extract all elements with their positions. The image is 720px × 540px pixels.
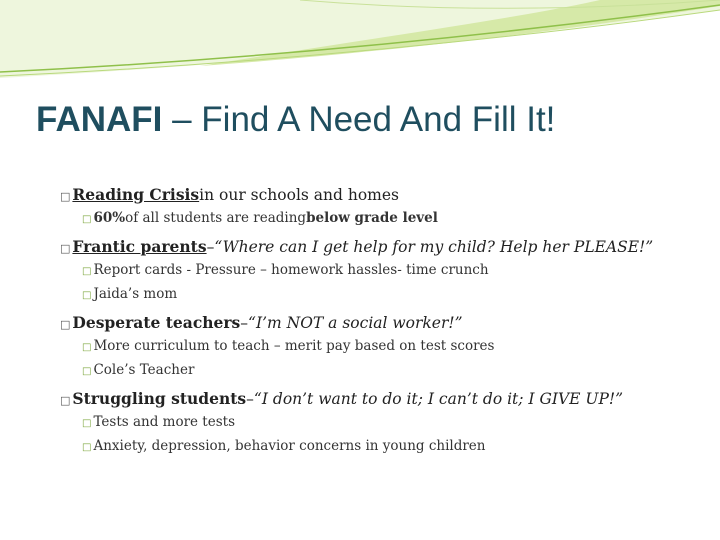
- square-bullet-icon: □: [82, 442, 92, 453]
- square-bullet-icon: □: [82, 366, 92, 377]
- point-text: –: [240, 314, 249, 332]
- subpoint: [82, 207, 700, 231]
- point-lead: Frantic parents: [72, 237, 207, 256]
- subpoint-text: Report cards - Pressure – homework hassles- time crunch: [93, 262, 489, 278]
- subpoint-text: of all students are reading: [125, 210, 307, 226]
- subpoint-bold-end: below grade level: [306, 210, 438, 226]
- square-bullet-icon: □: [82, 290, 92, 301]
- point-lead: Struggling students: [72, 389, 247, 408]
- title-acronym: FANAFI: [36, 100, 163, 139]
- square-bullet-icon: □: [60, 318, 71, 331]
- point-reading-crisis: [60, 185, 700, 207]
- subpoint-text: More curriculum to teach – merit pay based on test scores: [93, 338, 495, 354]
- point-text: in our schools and homes: [199, 186, 400, 204]
- point-desperate-teachers: [60, 313, 700, 335]
- point-struggling-students: [60, 389, 700, 411]
- header-swoosh-decoration: [0, 0, 720, 90]
- subpoint: [82, 359, 700, 383]
- point-lead: Desperate teachers: [72, 313, 241, 332]
- square-bullet-icon: □: [60, 394, 71, 407]
- slide-title: [36, 100, 555, 140]
- title-rest: – Find A Need And Fill It!: [162, 100, 556, 139]
- square-bullet-icon: □: [82, 214, 92, 225]
- subpoint-text: Anxiety, depression, behavior concerns in young children: [93, 438, 486, 454]
- square-bullet-icon: □: [82, 342, 92, 353]
- point-frantic-parents: [60, 237, 700, 259]
- point-quote: “I don’t want to do it; I can’t do it; I GIVE UP!”: [253, 390, 624, 408]
- point-lead: Reading Crisis: [72, 185, 200, 204]
- square-bullet-icon: □: [82, 266, 92, 277]
- point-quote: “I’m NOT a social worker!”: [248, 314, 463, 332]
- subpoint: [82, 259, 700, 283]
- subpoint-text: Cole’s Teacher: [93, 362, 195, 378]
- subpoint-text: Jaida’s mom: [93, 286, 178, 302]
- subpoint-bold: 60%: [93, 210, 126, 226]
- point-quote: “Where can I get help for my child? Help her PLEASE!”: [214, 238, 654, 256]
- subpoint: [82, 335, 700, 359]
- subpoint-text: Tests and more tests: [93, 414, 236, 430]
- square-bullet-icon: □: [60, 190, 71, 203]
- bullet-list: [60, 185, 700, 459]
- square-bullet-icon: □: [82, 418, 92, 429]
- subpoint: [82, 283, 700, 307]
- subpoint: [82, 411, 700, 435]
- point-text: –: [206, 238, 215, 256]
- point-text: –: [246, 390, 254, 408]
- subpoint: [82, 435, 700, 459]
- square-bullet-icon: □: [60, 242, 71, 255]
